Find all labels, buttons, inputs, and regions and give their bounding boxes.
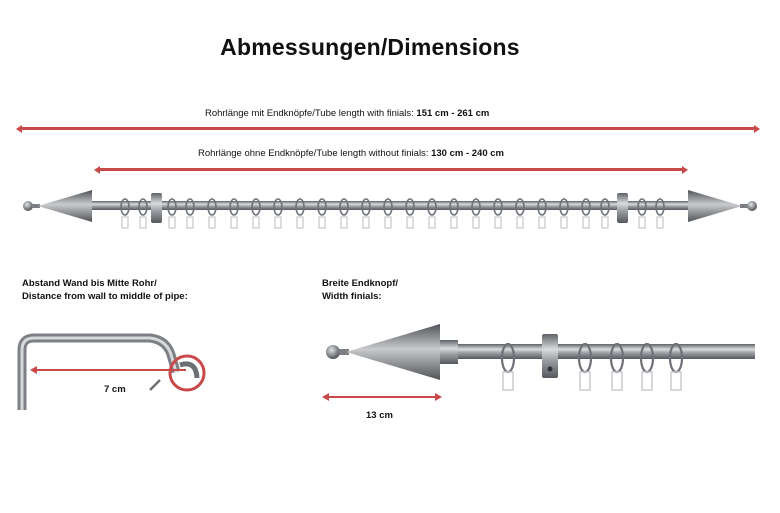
page-title: Abmessungen/Dimensions xyxy=(220,34,520,60)
detail-finial-cone xyxy=(346,324,440,380)
wall-distance-label-en: Distance from wall to middle of pipe: xyxy=(22,291,188,302)
detail-bracket-screw xyxy=(548,367,553,372)
finial-width-label-en: Width finials: xyxy=(322,291,382,302)
wall-bracket-illustration xyxy=(22,338,204,410)
tube-length-text: Rohrlänge ohne Endknöpfe/Tube length without finials: xyxy=(198,148,429,159)
finial-detail-illustration xyxy=(322,324,755,401)
finial-width-value: 13 cm xyxy=(366,410,393,421)
bracket-screw xyxy=(150,380,160,390)
right-finial-cone xyxy=(688,190,742,222)
wall-bracket-arm xyxy=(22,338,176,410)
top-rod xyxy=(23,190,757,228)
pipe-circle-marker xyxy=(170,356,204,390)
wall-distance-arrow-left xyxy=(30,366,37,374)
finial-width-arrow-right xyxy=(435,393,442,401)
detail-finial-collar xyxy=(440,340,458,364)
left-finial-ball xyxy=(23,201,33,211)
wall-distance-label-de: Abstand Wand bis Mitte Rohr/ xyxy=(22,278,157,289)
left-finial-cone xyxy=(38,190,92,222)
total-length-text: Rohrlänge mit Endknöpfe/Tube length with finials: xyxy=(205,108,414,119)
wall-bracket-highlight xyxy=(22,338,176,410)
right-bracket xyxy=(617,193,628,223)
total-length-value: 151 cm - 261 cm xyxy=(416,108,490,119)
finial-width-label-de: Breite Endknopf/ xyxy=(322,278,399,289)
right-finial-ball xyxy=(747,201,757,211)
detail-rod-tube xyxy=(455,344,755,359)
top-rod-clips xyxy=(122,217,663,228)
tube-length-value: 130 cm - 240 cm xyxy=(431,148,504,159)
finial-width-label xyxy=(322,277,398,303)
wall-distance-label xyxy=(22,277,188,303)
right-finial-neck xyxy=(740,204,748,208)
left-bracket xyxy=(151,193,162,223)
detail-clips xyxy=(503,372,681,390)
detail-finial-ball xyxy=(326,345,340,359)
rod-tube xyxy=(90,201,690,210)
wall-distance-value: 7 cm xyxy=(104,384,126,395)
finial-width-arrow-left xyxy=(322,393,329,401)
